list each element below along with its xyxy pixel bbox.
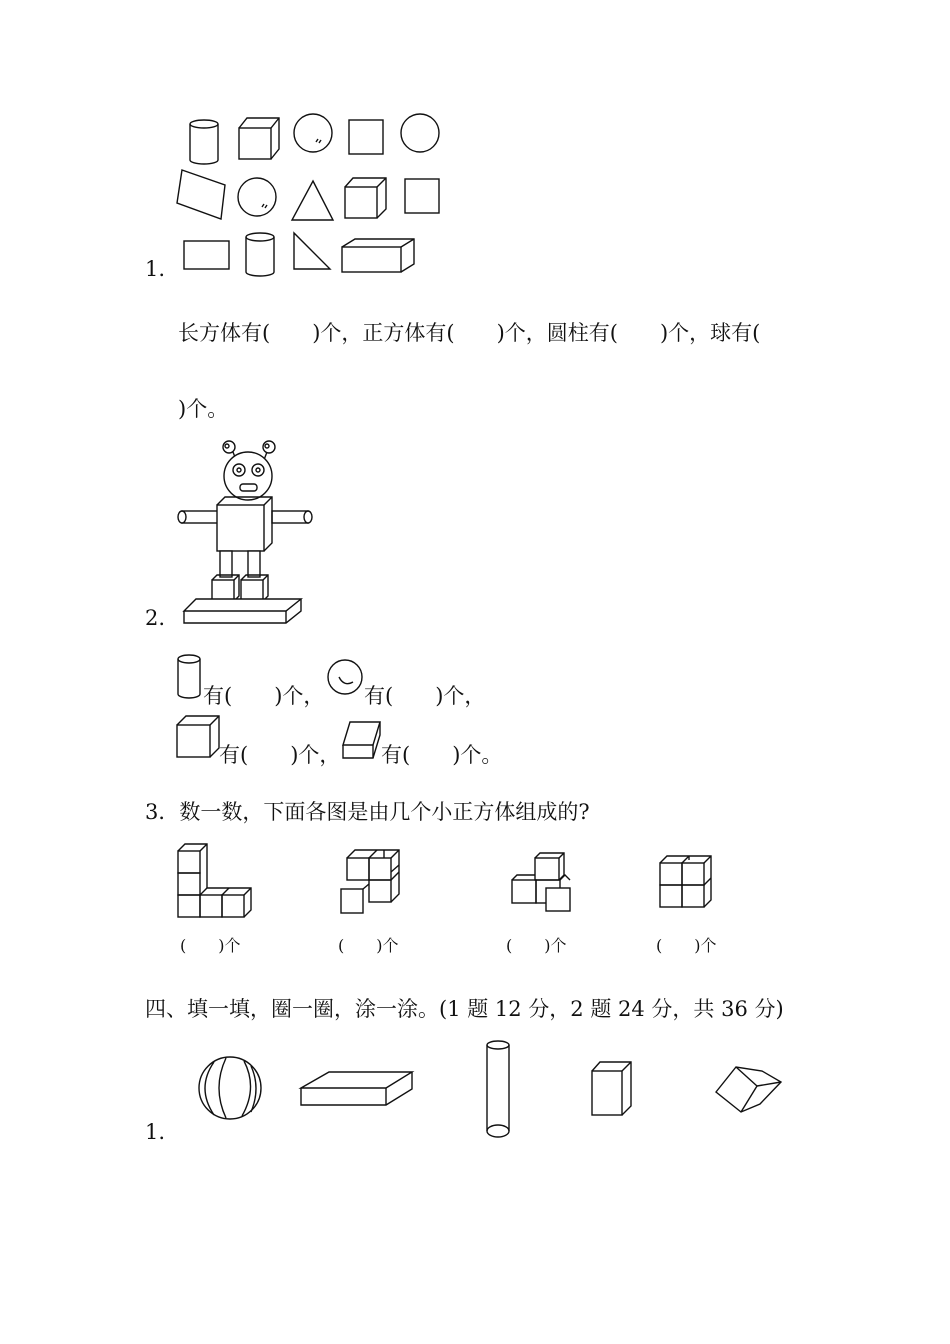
ball-icon: [199, 1057, 261, 1119]
q3-answer-1: ( )个: [180, 936, 241, 955]
q2-cuboid-text: 有( )个。: [381, 743, 503, 767]
q2-number: 2.: [145, 606, 166, 630]
q3-answer-2: ( )个: [338, 936, 399, 955]
q3-title: 3．数一数，下面各图是由几个小正方体组成的?: [145, 800, 590, 824]
tilted-cube-icon: [716, 1067, 781, 1112]
tall-cuboid-icon: [592, 1062, 631, 1115]
flat-cuboid-icon: [301, 1072, 412, 1105]
q2-cube-text: 有( )个，: [219, 743, 341, 767]
q1-question-line2: )个。: [178, 397, 229, 421]
q3-answer-4: ( )个: [656, 936, 717, 955]
q2-sphere-text: 有( )个，: [364, 684, 486, 708]
section4-title: 四、填一填，圈一圈，涂一涂。(1 题 12 分，2 题 24 分，共 36 分): [145, 997, 784, 1021]
q1-number: 1.: [145, 257, 166, 281]
q2-cylinder-text: 有( )个，: [203, 684, 325, 708]
q4-1-number: 1.: [145, 1120, 166, 1144]
tall-cylinder-icon: [487, 1041, 509, 1137]
q1-question-line1: 长方体有( )个，正方体有( )个，圆柱有( )个，球有(: [178, 321, 761, 345]
q3-answer-3: ( )个: [506, 936, 567, 955]
